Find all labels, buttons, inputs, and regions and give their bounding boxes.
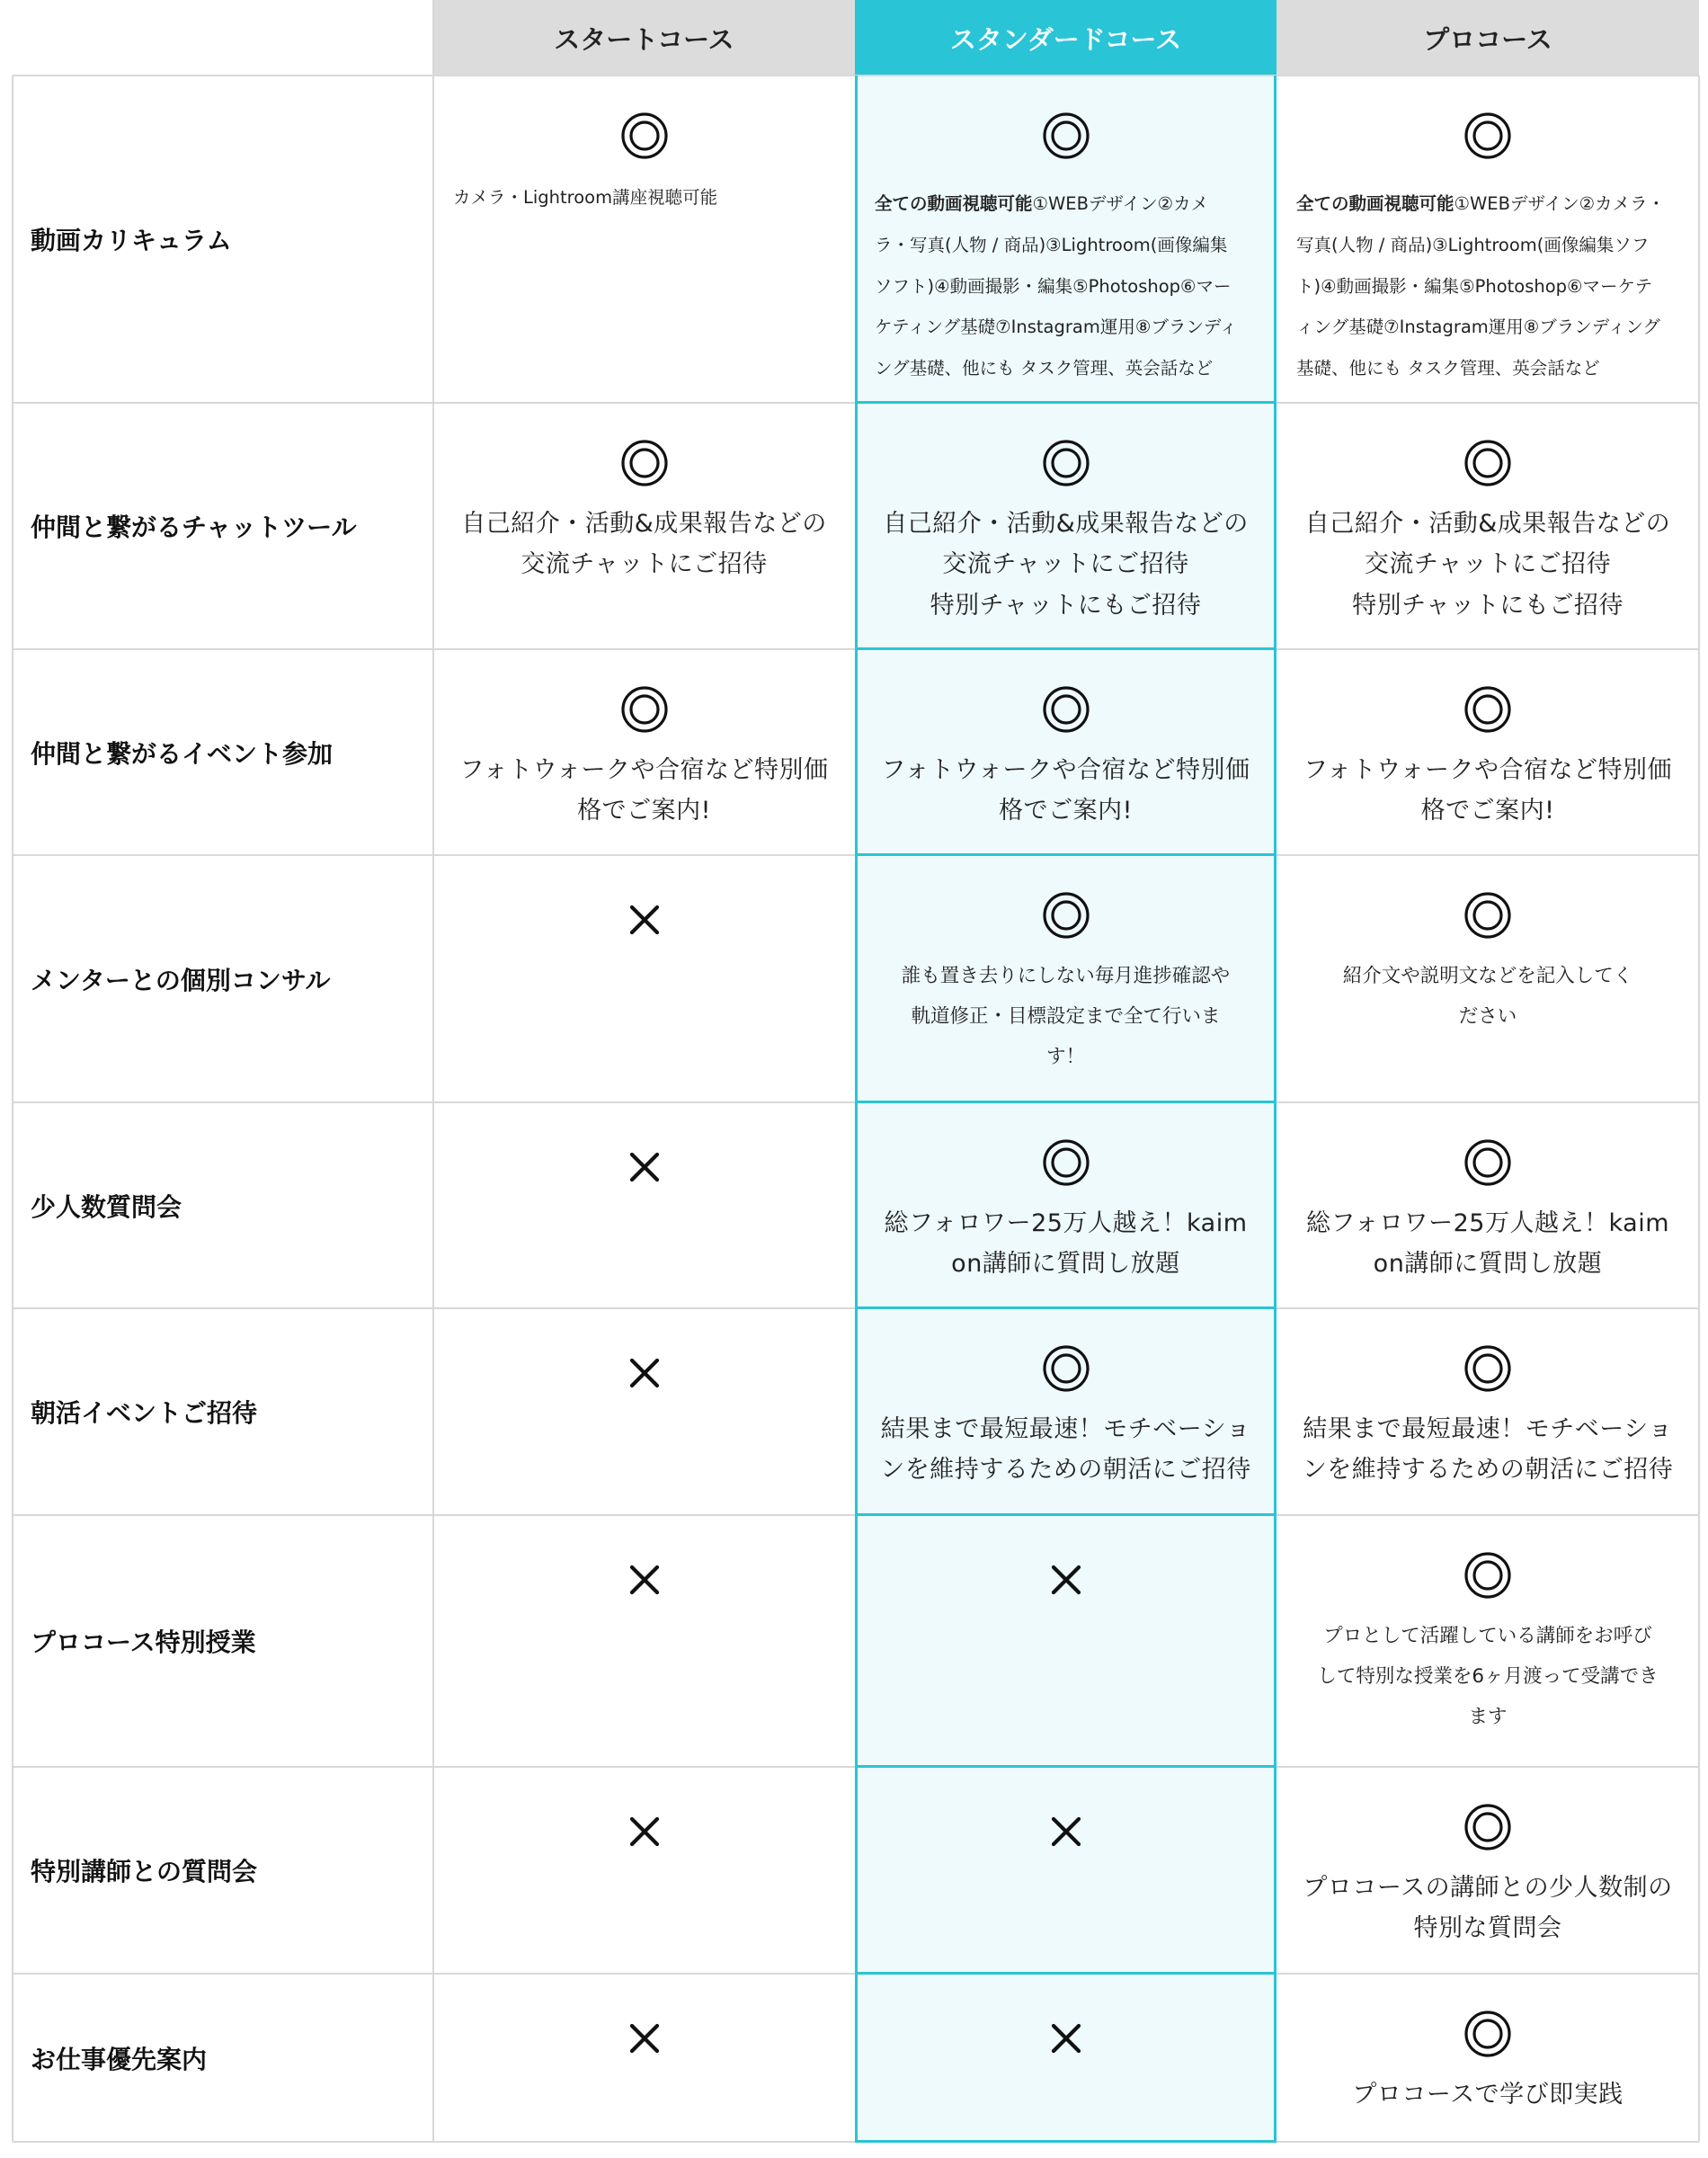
note-line: on講師に質問し放題 <box>1373 1250 1603 1279</box>
feature-cell <box>1277 1974 1699 2142</box>
feature-note <box>1296 956 1679 1037</box>
note-line: 総フォロワー25万人越え！kaim <box>1305 1209 1669 1237</box>
note-line: ング基礎、他にも タスク管理、英会話など <box>875 358 1214 379</box>
feature-cell <box>855 403 1277 649</box>
double-circle-icon <box>1296 685 1679 737</box>
feature-note <box>1296 750 1679 832</box>
note-line: フォトウォークや合宿など特別価 <box>459 756 829 784</box>
double-circle-icon <box>453 439 835 491</box>
feature-cell <box>433 649 855 855</box>
row-label: 仲間と繋がるチャットツール <box>31 513 357 542</box>
row-label: 動画カリキュラム <box>31 226 232 255</box>
note-line: プロとして活躍している講師をお呼び <box>1323 1625 1652 1647</box>
double-circle-icon <box>1296 111 1679 164</box>
note-line: 総フォロワー25万人越え！kaim <box>884 1209 1248 1237</box>
note-line: して特別な授業を6ヶ月渡って受講でき <box>1317 1665 1659 1689</box>
note-line: 自己紹介・活動&成果報告などの <box>883 510 1249 538</box>
double-circle-icon <box>1296 1138 1679 1190</box>
feature-cell <box>855 649 1277 855</box>
feature-cell <box>855 1767 1277 1974</box>
feature-note <box>875 956 1257 1077</box>
note-line: 特別な質問会 <box>1413 1914 1562 1943</box>
cross-icon <box>453 1149 835 1189</box>
cross-icon <box>875 1814 1257 1853</box>
note-line: 交流チャットにご招待 <box>1364 550 1612 579</box>
note-line: プロコースで学び即実践 <box>1352 2081 1623 2109</box>
note-line: ①WEBデザイン②カメ <box>1032 193 1209 214</box>
double-circle-icon <box>453 685 835 737</box>
note-line: 特別チャットにもご招待 <box>1352 591 1623 620</box>
note-line: 自己紹介・活動&成果報告などの <box>461 510 827 538</box>
note-line: 写真(人物 / 商品)③Lightroom(画像編集ソフ <box>1296 234 1650 255</box>
feature-note <box>875 1203 1257 1285</box>
feature-cell <box>433 1308 855 1515</box>
note-line: フォトウォークや合宿など特別価 <box>881 756 1250 784</box>
row-label: 特別講師との質問会 <box>31 1857 258 1886</box>
feature-note <box>1296 1409 1679 1491</box>
double-circle-icon <box>1296 1344 1679 1396</box>
note-line: 誰も置き去りにしない毎月進捗確認や <box>901 965 1231 987</box>
feature-cell <box>1277 1767 1699 1974</box>
note-line: 交流チャットにご招待 <box>520 550 768 579</box>
feature-cell <box>855 1974 1277 2142</box>
feature-note <box>1296 1868 1679 1949</box>
double-circle-icon <box>875 891 1257 943</box>
note-line: 結果まで最短最速！モチベーショ <box>880 1415 1251 1443</box>
note-line: 格でご案内! <box>1420 797 1555 825</box>
row-label: お仕事優先案内 <box>31 2044 208 2074</box>
feature-cell <box>1277 855 1699 1102</box>
feature-note <box>1296 2074 1679 2115</box>
cross-icon <box>453 1355 835 1395</box>
feature-cell <box>855 76 1277 403</box>
double-circle-icon <box>1296 891 1679 943</box>
cross-icon <box>453 1562 835 1601</box>
row-label: 少人数質問会 <box>31 1191 182 1222</box>
note-line: す！ <box>1045 1046 1085 1069</box>
note-line: ト)④動画撮影・編集⑤Photoshop⑥マーケテ <box>1296 275 1653 297</box>
cross-icon <box>453 902 835 941</box>
feature-cell <box>433 1102 855 1308</box>
feature-note <box>1296 183 1679 389</box>
feature-note <box>1296 1203 1679 1285</box>
feature-cell <box>855 855 1277 1102</box>
row-label: メンターとの個別コンサル <box>31 965 331 995</box>
feature-cell <box>855 1308 1277 1515</box>
note-line: 格でご案内! <box>577 797 711 825</box>
feature-cell <box>433 1515 855 1767</box>
feature-note <box>875 1409 1257 1491</box>
column-header-1: スタートコース <box>433 0 855 76</box>
feature-cell <box>1277 649 1699 855</box>
double-circle-icon <box>875 685 1257 737</box>
note-line: ンを維持するための朝活にご招待 <box>1302 1456 1674 1485</box>
feature-note <box>875 504 1257 626</box>
note-line: 交流チャットにご招待 <box>942 550 1189 579</box>
feature-note <box>875 183 1257 389</box>
feature-cell <box>1277 1515 1699 1767</box>
note-line: ソフト)④動画撮影・編集⑤Photoshop⑥マー <box>875 275 1232 297</box>
note-line: 自己紹介・活動&成果報告などの <box>1304 510 1671 538</box>
double-circle-icon <box>875 111 1257 164</box>
note-line: on講師に質問し放題 <box>951 1250 1180 1279</box>
feature-note <box>1296 1616 1679 1737</box>
note-line: 基礎、他にも タスク管理、英会話など <box>1296 358 1600 379</box>
feature-cell <box>433 403 855 649</box>
double-circle-icon <box>1296 1803 1679 1855</box>
feature-note <box>875 750 1257 832</box>
feature-note <box>1296 504 1679 626</box>
feature-note <box>453 183 835 212</box>
note-line: 軌道修正・目標設定まで全て行いま <box>911 1005 1221 1029</box>
cross-icon <box>875 2020 1257 2060</box>
note-line: ださい <box>1458 1005 1517 1029</box>
note-line: ラ・写真(人物 / 商品)③Lightroom(画像編集 <box>875 234 1228 255</box>
note-line: カメラ・Lightroom講座視聴可能 <box>453 187 718 208</box>
feature-cell <box>433 1974 855 2142</box>
feature-cell <box>433 855 855 1102</box>
note-line: 格でご案内! <box>999 797 1133 825</box>
note-line: フォトウォークや合宿など特別価 <box>1303 756 1673 784</box>
row-label: プロコース特別授業 <box>31 1627 256 1657</box>
feature-cell <box>1277 1308 1699 1515</box>
note-line: ①WEBデザイン②カメラ・ <box>1454 193 1666 214</box>
note-line: ます <box>1468 1706 1508 1729</box>
feature-cell <box>433 76 855 403</box>
cross-icon <box>453 2020 835 2060</box>
cross-icon <box>453 1814 835 1853</box>
double-circle-icon <box>875 439 1257 491</box>
note-line: ケティング基礎⑦Instagram運用⑧ブランディ <box>875 317 1238 338</box>
feature-cell <box>855 1515 1277 1767</box>
double-circle-icon <box>1296 2010 1679 2062</box>
note-line: 紹介文や説明文などを記入してく <box>1342 965 1633 987</box>
double-circle-icon <box>1296 439 1679 491</box>
note-emphasis: 全ての動画視聴可能 <box>875 193 1033 214</box>
feature-cell <box>1277 1102 1699 1308</box>
feature-cell <box>1277 403 1699 649</box>
column-header-2: スタンダードコース <box>855 0 1277 76</box>
feature-cell <box>1277 76 1699 403</box>
note-line: ィング基礎⑦Instagram運用⑧ブランディング <box>1296 317 1660 338</box>
feature-cell <box>855 1102 1277 1308</box>
note-line: ンを維持するための朝活にご招待 <box>880 1456 1251 1485</box>
double-circle-icon <box>1296 1551 1679 1603</box>
feature-note <box>453 750 835 832</box>
row-label: 仲間と繋がるイベント参加 <box>31 738 334 769</box>
cross-icon <box>875 1562 1257 1601</box>
feature-cell <box>433 1767 855 1974</box>
column-header-3: プロコース <box>1277 0 1699 76</box>
note-emphasis: 全ての動画視聴可能 <box>1296 193 1454 214</box>
note-line: 結果まで最短最速！モチベーショ <box>1303 1415 1673 1443</box>
row-label: 朝活イベントご招待 <box>31 1398 258 1428</box>
double-circle-icon <box>875 1344 1257 1396</box>
double-circle-icon <box>875 1138 1257 1190</box>
feature-note <box>453 504 835 585</box>
double-circle-icon <box>453 111 835 164</box>
note-line: 特別チャットにもご招待 <box>930 591 1202 620</box>
note-line: プロコースの講師との少人数制の <box>1303 1874 1673 1902</box>
